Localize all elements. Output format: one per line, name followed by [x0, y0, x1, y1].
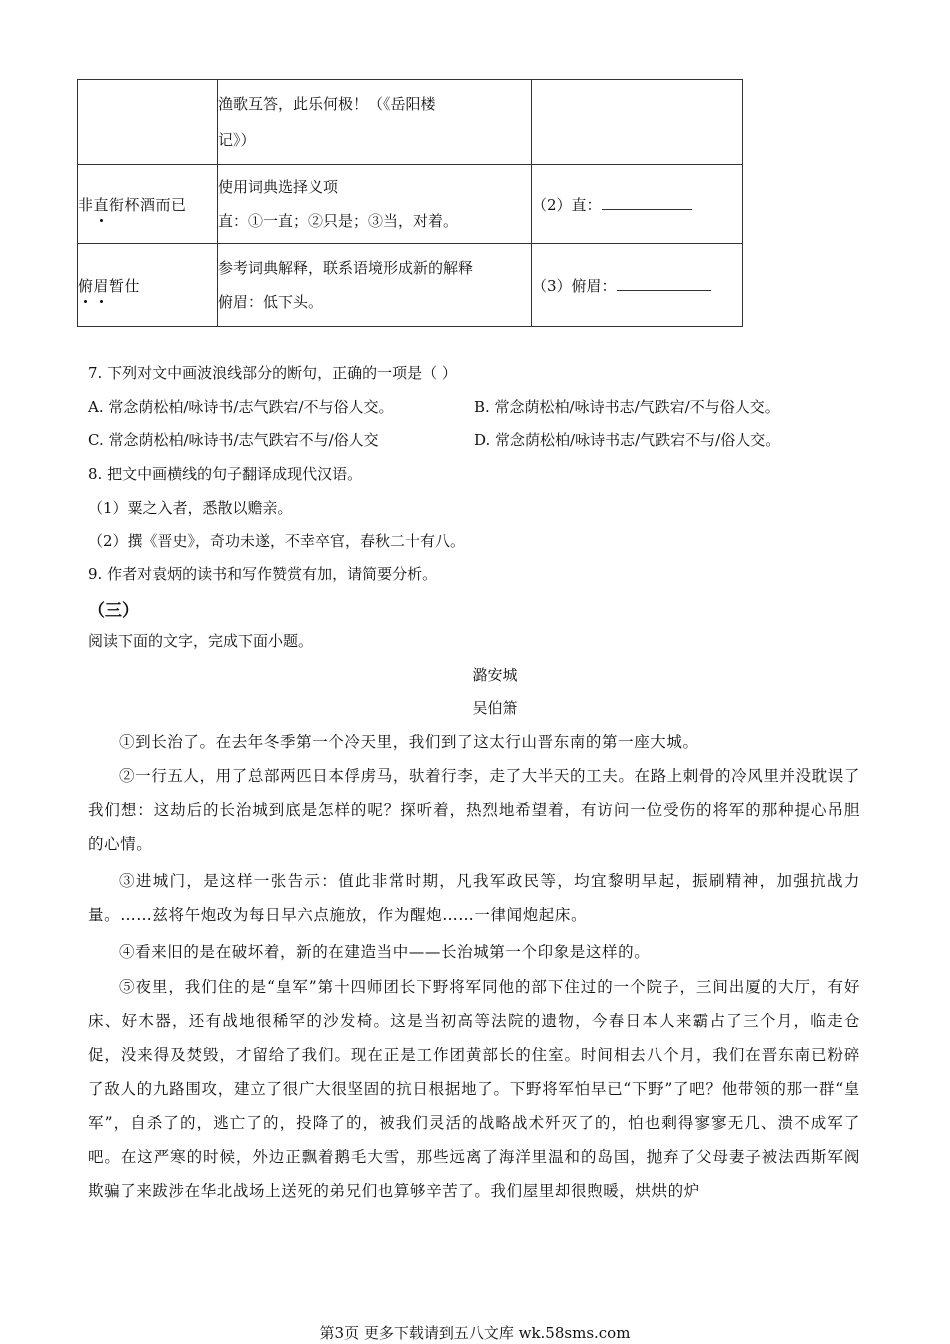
cell-text-line: 记》） [218, 131, 256, 149]
table-cell-word [78, 244, 218, 327]
definition-text: 俯眉：低下头。 [218, 293, 324, 311]
dotted-char: 俯 [78, 276, 94, 295]
table-row [78, 165, 743, 244]
article-paragraph: ②一行五人，用了总部两匹日本俘虏马，驮着行李，走了大半天的工夫。在路上刺骨的冷风里并没耽误了我们想：这劫后的长治城到底是怎样的呢？探听着，热烈地希望着，有访问一位受伤的将军的那种提心吊胆的心情。 [88, 767, 860, 853]
article-title: 潞安城 [472, 666, 518, 684]
dotted-char: 眉 [93, 276, 110, 295]
table-cell-answer [532, 244, 743, 327]
question-9: 9. 作者对袁炳的读书和写作赞赏有加，请简要分析。 [88, 565, 438, 583]
question-8-part-1: （1）粟之入者，悉散以赡亲。 [88, 499, 293, 517]
question-label: （2）直： [532, 195, 602, 214]
table-cell-word [78, 80, 218, 165]
table-cell-answer [532, 165, 743, 244]
table-cell-method [218, 80, 532, 165]
article-paragraph: ④看来旧的是在破坏着，新的在建造当中——长治城第一个印象是这样的。 [119, 943, 651, 961]
table-row [78, 244, 743, 327]
table-cell-word [78, 165, 218, 244]
section-heading: （三） [88, 601, 139, 621]
answer-blank[interactable] [617, 276, 711, 291]
question-label: （3）俯眉： [532, 276, 617, 295]
option-b[interactable]: B. 常念荫松柏/咏诗书志/气跌宕/不与俗人交。 [474, 398, 780, 416]
question-8: 8. 把文中画横线的句子翻译成现代汉语。 [88, 465, 363, 483]
word-text: 非 [78, 195, 94, 214]
option-c[interactable]: C. 常念荫松柏/咏诗书/志气跌宕不与/俗人交 [88, 431, 379, 449]
question-8-part-2: （2）撰《晋史》，奇功未遂，不幸卒官，春秋二十有八。 [88, 532, 466, 550]
vocabulary-table [77, 79, 743, 327]
word-text: 暂仕 [109, 276, 141, 295]
table-cell-method [218, 165, 532, 244]
method-label: 参考词典解释，联系语境形成新的解释 [218, 259, 474, 277]
page-footer: 第3页 更多下载请到五八文库 wk.58sms.com [319, 1324, 631, 1342]
answer-blank[interactable] [602, 195, 692, 210]
article-paragraph: ⑤夜里，我们住的是“皇军”第十四师团长下野将军同他的部下住过的一个院子，三间出厦的大厅，有好床、好木器，还有战地很稀罕的沙发椅。这是当初高等法院的遗物，今春日本人来霸占了三个月，临走仓促，没来得及焚毁，才留给了我们。现在正是工作团黄部长的住室。时间相去八个月，我们在晋东南已粉碎了敌人的九路围攻，建立了很广大很坚固的抗日根据地了。下野将军怕早已“下野”了吧？他带领的那一群“皇军”，自杀了的，逃亡了的，投降了的，被我们灵活的战略战术歼灭了的，怕也剩得寥寥无几、溃不成军了吧。在这严寒的时候，外边正飘着鹅毛大雪，那些远离了海洋里温和的岛国，抛弃了父母妻子被法西斯军阀欺骗了来跋涉在华北战场上送死的弟兄们也算够辛苦了。我们屋里却很煦暖，烘烘的炉 [88, 978, 860, 1200]
word-text: 衔杯酒而已 [109, 195, 187, 214]
article-paragraph: ①到长治了。在去年冬季第一个冷天里，我们到了这太行山晋东南的第一座大城。 [119, 733, 699, 751]
table-row [78, 80, 743, 165]
article-author: 吴伯箫 [472, 699, 518, 717]
table-cell-answer [532, 80, 743, 165]
option-d[interactable]: D. 常念荫松柏/咏诗书志/气跌宕不与/俗人交。 [474, 431, 781, 449]
question-7: 7. 下列对文中画波浪线部分的断句，正确的一项是（ ） [88, 364, 457, 382]
method-label: 使用词典选择义项 [218, 178, 339, 196]
reading-instruction: 阅读下面的文字，完成下面小题。 [88, 632, 314, 650]
table-cell-method [218, 244, 532, 327]
article-paragraph: ③进城门，是这样一张告示：值此非常时期，凡我军政民等，均宜黎明早起，振刷精神，加强抗战力量。……兹将午炮改为每日早六点施放，作为醒炮……一律闻炮起床。 [88, 872, 860, 924]
dotted-char: 直 [93, 195, 110, 214]
cell-text-line: 渔歌互答，此乐何极！（《岳阳楼 [218, 95, 436, 113]
definition-text: 直：①一直；②只是；③当，对着。 [218, 212, 459, 230]
option-a[interactable]: A. 常念荫松柏/咏诗书/志气跌宕/不与俗人交。 [88, 398, 394, 416]
